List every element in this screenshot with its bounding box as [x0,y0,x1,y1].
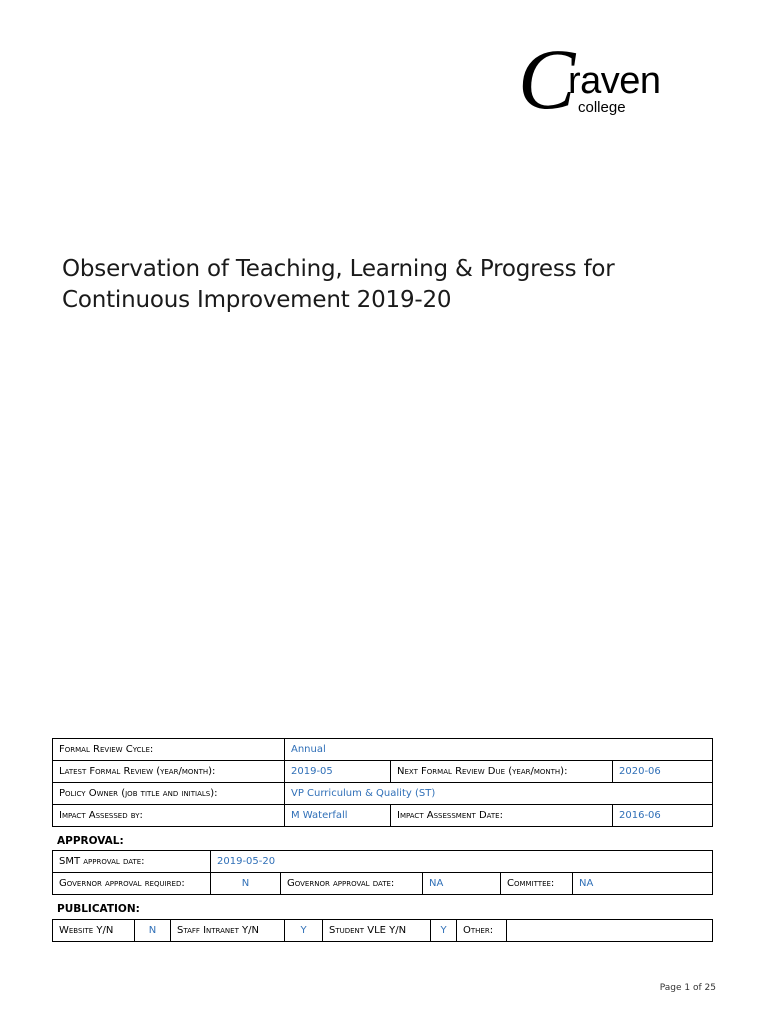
table-row [53,761,713,783]
latest-formal-review-value: 2019-05 [285,761,391,783]
smt-approval-value: 2019-05-20 [211,851,713,873]
publication-table [52,919,713,942]
impact-date-label: Impact Assessment Date: [391,805,613,827]
website-value: N [135,920,171,942]
governor-required-value: N [211,873,281,895]
formal-review-cycle-value: Annual [285,739,713,761]
review-table [52,738,713,827]
policy-owner-value: VP Curriculum & Quality (ST) [285,783,713,805]
craven-college-logo [518,31,698,130]
smt-approval-label: SMT approval date: [53,851,211,873]
policy-owner-label: Policy Owner (job title and initials): [53,783,285,805]
staff-intranet-value: Y [285,920,323,942]
student-vle-label: Student VLE Y/N [323,920,431,942]
formal-review-cycle-label: Formal Review Cycle: [53,739,285,761]
governor-date-value: NA [423,873,501,895]
website-label: Website Y/N [53,920,135,942]
approval-heading: APPROVAL: [57,835,124,847]
impact-assessed-value: M Waterfall [285,805,391,827]
staff-intranet-label: Staff Intranet Y/N [171,920,285,942]
table-row [53,851,713,873]
student-vle-value: Y [431,920,457,942]
approval-table [52,850,713,895]
other-value [507,920,713,942]
publication-heading: PUBLICATION: [57,903,140,915]
committee-label: Committee: [501,873,573,895]
page-number: Page 1 of 25 [659,983,716,993]
document-title: Observation of Teaching, Learning & Progress for Continuous Improvement 2019-20 [62,256,615,313]
next-formal-review-value: 2020-06 [613,761,713,783]
logo-word: raven [568,60,661,102]
other-label: Other: [457,920,507,942]
impact-date-value: 2016-06 [613,805,713,827]
latest-formal-review-label: Latest Formal Review (year/month): [53,761,285,783]
table-row [53,920,713,942]
logo-sub: college [578,99,626,116]
governor-required-label: Governor approval required: [53,873,211,895]
table-row [53,739,713,761]
table-row [53,805,713,827]
committee-value: NA [573,873,713,895]
next-formal-review-label: Next Formal Review Due (year/month): [391,761,613,783]
impact-assessed-label: Impact Assessed by: [53,805,285,827]
table-row [53,873,713,895]
logo-initial: C [518,31,574,127]
table-row [53,783,713,805]
governor-date-label: Governor approval date: [281,873,423,895]
